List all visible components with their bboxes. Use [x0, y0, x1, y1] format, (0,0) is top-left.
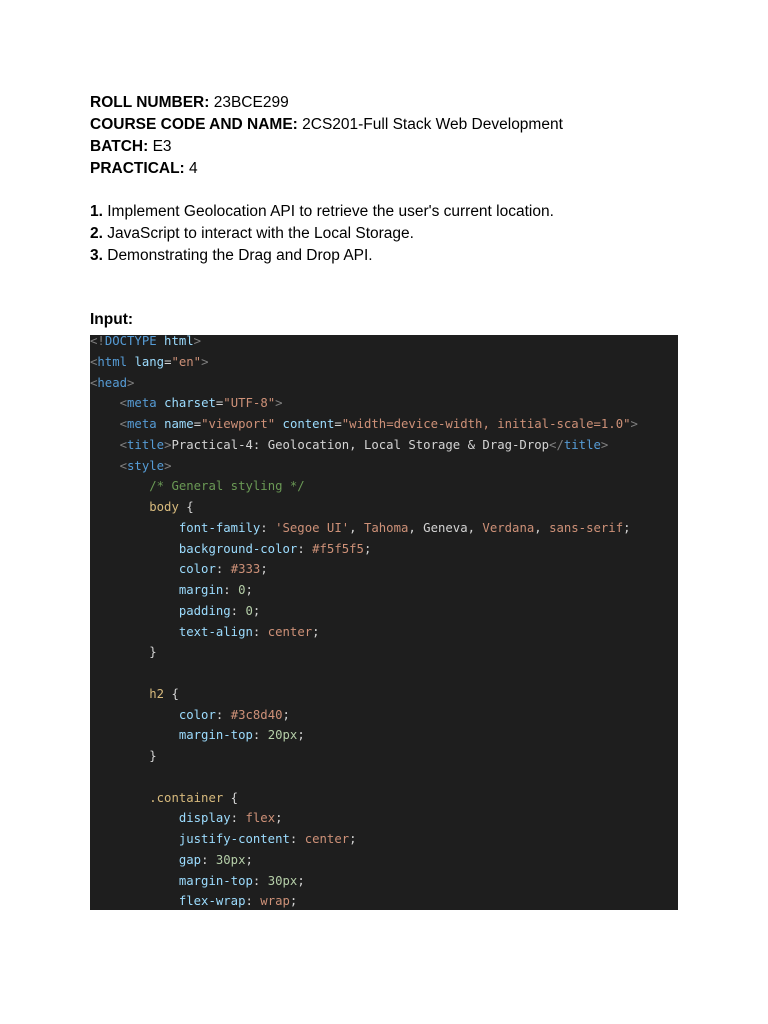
code-token: [157, 335, 164, 348]
code-token: "viewport": [201, 417, 276, 431]
code-token: [90, 625, 179, 639]
code-line: [90, 746, 678, 767]
code-token: {: [164, 686, 179, 701]
code-token: [90, 417, 120, 431]
code-token: [90, 542, 179, 556]
code-token: [90, 438, 120, 452]
code-token: :: [223, 583, 239, 597]
code-token: ;: [623, 520, 631, 535]
code-token: #3c8d40: [230, 707, 283, 722]
code-line: [90, 684, 678, 705]
code-token: 30px: [267, 873, 298, 888]
code-token: ;: [297, 873, 305, 888]
code-token: <: [90, 354, 98, 369]
batch-value: E3: [148, 138, 172, 155]
batch-label: BATCH:: [90, 138, 149, 155]
code-token: [90, 604, 179, 618]
batch-row: [90, 136, 563, 158]
task-number: 1.: [90, 203, 103, 220]
code-token: title: [127, 437, 165, 452]
code-token: {: [223, 790, 239, 805]
code-token: >: [201, 354, 209, 369]
code-token: flex: [245, 811, 276, 826]
code-token: justify-content: [178, 832, 290, 846]
task-text: JavaScript to interact with the Local Storage.: [102, 225, 414, 242]
code-token: gap: [178, 852, 202, 867]
code-line: [90, 850, 678, 871]
code-token: [157, 417, 164, 431]
code-token: =: [215, 396, 224, 411]
code-token: [90, 853, 179, 867]
code-token: h2: [149, 686, 165, 701]
code-token: :: [245, 894, 261, 909]
code-token: meta: [127, 417, 157, 431]
code-line: [90, 456, 678, 477]
code-token: <: [119, 396, 128, 411]
code-line: [90, 622, 678, 643]
task-list: [90, 201, 554, 267]
code-line: [90, 767, 678, 788]
code-token: =: [164, 354, 172, 369]
code-token: <: [90, 375, 98, 390]
code-token: title: [563, 437, 601, 452]
code-token: :: [252, 624, 268, 639]
code-token: :: [297, 541, 313, 556]
task-number: 2.: [90, 225, 103, 242]
code-token: </: [549, 437, 564, 452]
code-line: [90, 580, 678, 601]
code-line: [90, 808, 678, 829]
code-token: Practical-4: Geolocation, Local Storage & Drag-Drop: [171, 437, 550, 452]
code-token: meta: [127, 396, 157, 411]
code-token: ;: [349, 832, 357, 846]
code-token: "width=device-width, initial-scale=1.0": [341, 417, 631, 431]
code-token: }: [90, 645, 157, 660]
document-header: [90, 92, 563, 180]
roll-number-label: ROLL NUMBER:: [90, 94, 210, 111]
code-token: [157, 396, 164, 410]
task-item: [90, 245, 554, 267]
code-token: :: [215, 562, 231, 577]
code-token: :: [230, 603, 246, 618]
code-token: content: [282, 417, 335, 431]
code-token: [90, 791, 149, 805]
code-line: [90, 476, 678, 497]
code-token: [90, 479, 149, 493]
code-token: DOCTYPE: [104, 335, 157, 348]
code-token: <: [119, 417, 128, 431]
code-line: [90, 788, 678, 809]
code-line: [90, 352, 678, 373]
code-line: [90, 601, 678, 622]
code-token: charset: [164, 396, 216, 411]
roll-number-value: 23BCE299: [209, 94, 289, 111]
code-token: >: [630, 417, 638, 431]
code-token: 30px: [215, 852, 246, 867]
code-token: >: [275, 396, 283, 411]
code-token: ,: [349, 520, 364, 535]
code-token: [90, 687, 149, 701]
code-token: =: [334, 417, 342, 431]
code-token: margin: [178, 583, 224, 597]
code-token: [90, 811, 179, 825]
code-token: font-family: [178, 520, 261, 535]
code-token: ,: [534, 520, 550, 535]
code-line: [90, 663, 678, 684]
code-token: >: [164, 458, 172, 473]
code-token: color: [178, 562, 216, 577]
code-token: [90, 708, 179, 722]
code-line: [90, 891, 678, 910]
code-line: [90, 393, 678, 414]
practical-value: 4: [184, 160, 198, 177]
code-token: >: [127, 375, 135, 390]
code-token: :: [260, 520, 276, 535]
code-token: wrap: [260, 894, 290, 909]
code-line: [90, 373, 678, 394]
code-line: [90, 725, 678, 746]
code-line: [90, 497, 678, 518]
code-line: [90, 435, 678, 456]
code-token: sans-serif: [549, 520, 624, 535]
task-text: Implement Geolocation API to retrieve the user's current location.: [102, 203, 554, 220]
code-token: <!: [90, 335, 105, 348]
code-line: [90, 335, 678, 352]
course-row: [90, 114, 563, 136]
code-token: [90, 562, 179, 576]
code-token: {: [178, 500, 194, 514]
code-token: :: [289, 832, 305, 846]
code-token: #333: [230, 562, 261, 577]
code-token: background-color: [178, 541, 298, 556]
code-line: [90, 518, 678, 539]
roll-number-row: [90, 92, 563, 114]
code-token: ;: [245, 583, 253, 597]
code-line: [90, 705, 678, 726]
code-token: 0: [238, 583, 246, 597]
code-token: >: [600, 437, 609, 452]
task-item: [90, 223, 554, 245]
code-token: [90, 832, 179, 846]
code-token: :: [252, 728, 268, 743]
code-token: [90, 583, 179, 597]
code-token: [90, 396, 120, 410]
practical-row: [90, 158, 563, 180]
code-token: <: [119, 437, 128, 452]
course-value: 2CS201-Full Stack Web Development: [297, 116, 563, 133]
code-token: "en": [171, 354, 202, 369]
code-token: center: [267, 624, 313, 639]
code-block: [90, 335, 678, 910]
code-token: ;: [275, 811, 283, 826]
code-token: :: [201, 852, 216, 867]
code-line: [90, 414, 678, 435]
code-line: [90, 829, 678, 850]
code-token: [90, 894, 179, 908]
code-token: padding: [178, 603, 231, 618]
task-text: Demonstrating the Drag and Drop API.: [102, 247, 373, 264]
code-token: "UTF-8": [223, 396, 276, 411]
task-item: [90, 201, 554, 223]
code-token: Tahoma: [363, 520, 409, 535]
code-token: ;: [363, 541, 372, 556]
code-token: #f5f5f5: [312, 541, 364, 556]
code-token: text-align: [178, 624, 253, 639]
code-token: margin-top: [178, 728, 253, 743]
code-token: 20px: [267, 728, 298, 743]
code-token: .container: [149, 790, 224, 805]
code-token: html: [97, 354, 128, 369]
code-line: [90, 539, 678, 560]
code-token: html: [164, 335, 194, 348]
code-token: body: [149, 500, 179, 514]
code-token: ;: [245, 852, 253, 867]
code-line: [90, 559, 678, 580]
code-token: [275, 417, 282, 431]
code-token: center: [304, 832, 350, 846]
code-token: color: [178, 707, 216, 722]
code-token: margin-top: [178, 873, 253, 888]
code-token: flex-wrap: [178, 894, 246, 909]
code-token: [90, 874, 179, 888]
code-token: /* General styling */: [149, 479, 305, 494]
code-token: [90, 459, 120, 473]
code-line: [90, 871, 678, 892]
code-token: ;: [282, 707, 290, 722]
code-token: :: [252, 873, 268, 888]
code-token: [90, 728, 179, 742]
code-token: >: [193, 335, 202, 348]
practical-label: PRACTICAL:: [90, 160, 185, 177]
code-token: lang: [134, 354, 165, 369]
code-token: }: [90, 749, 157, 763]
code-token: <: [119, 458, 128, 473]
code-token: Verdana: [482, 520, 535, 535]
code-token: >: [164, 437, 172, 452]
task-number: 3.: [90, 247, 103, 264]
code-token: head: [97, 375, 128, 390]
code-token: [90, 521, 179, 535]
code-token: :: [215, 707, 231, 722]
code-token: ;: [289, 894, 298, 909]
code-token: style: [127, 458, 165, 473]
code-token: ;: [252, 603, 261, 618]
code-token: ;: [312, 624, 320, 639]
code-token: :: [230, 811, 246, 826]
code-token: name: [164, 417, 194, 431]
code-token: ;: [297, 728, 305, 743]
input-heading: Input:: [90, 311, 134, 328]
code-token: 0: [245, 603, 253, 618]
code-token: 'Segoe UI': [275, 520, 350, 535]
code-token: ;: [260, 562, 268, 577]
code-token: display: [178, 811, 231, 826]
code-token: , Geneva,: [408, 520, 483, 535]
code-token: =: [193, 417, 202, 431]
code-line: [90, 642, 678, 663]
code-token: [90, 500, 149, 514]
course-label: COURSE CODE AND NAME:: [90, 116, 298, 133]
